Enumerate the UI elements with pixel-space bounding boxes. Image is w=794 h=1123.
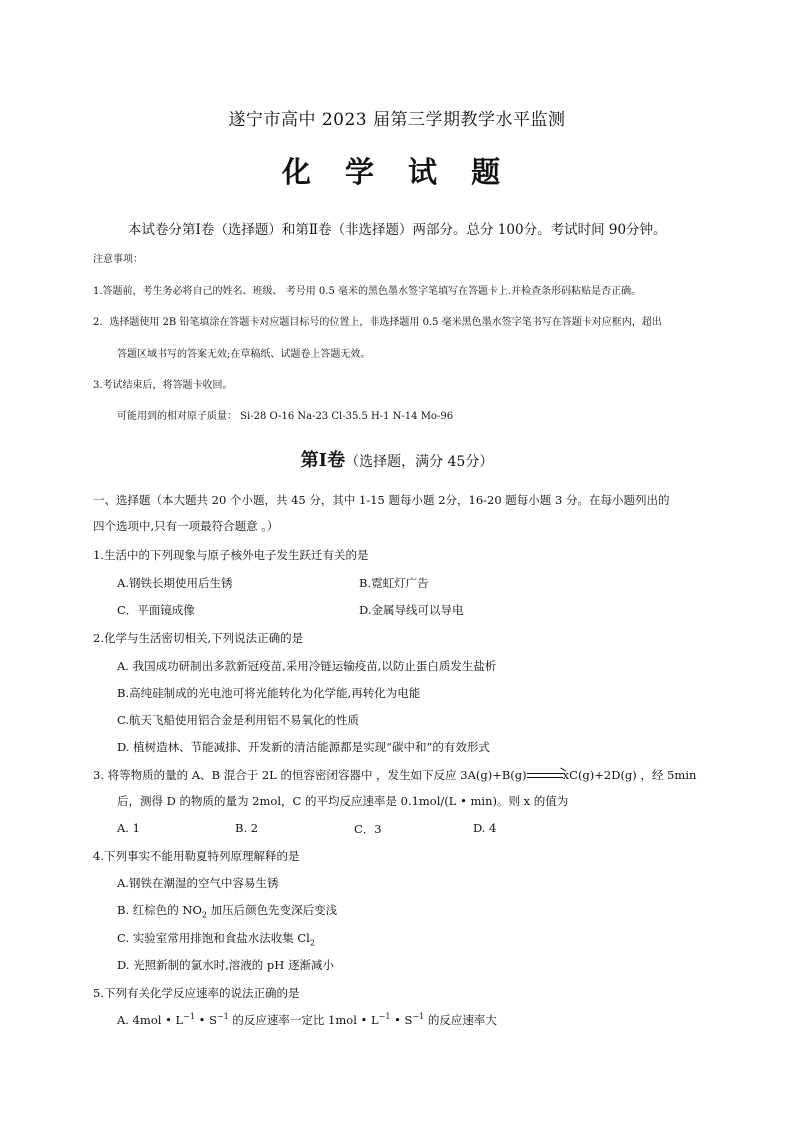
question-2-option-d: D. 植树造林、节能减排、开发新的清洁能源都是实现“碳中和”的有效形式	[117, 740, 490, 754]
question-3-stem-line-2: 后，测得 D 的物质的量为 2mol，C 的平均反应速率是 0.1mol/(L • min)。则 x 的值为	[117, 794, 569, 808]
section-title: 第Ⅰ卷	[300, 450, 346, 471]
question-3-stem	[93, 767, 696, 783]
question-2-option-b: B.高纯硅制成的光电池可将光能转化为化学能,再转化为电能	[117, 686, 421, 700]
question-3-option-a: A. 1	[117, 821, 140, 835]
question-2-option-c: C.航天飞船使用铝合金是利用铝不易氧化的性质	[117, 713, 360, 727]
question-1-option-d: D.金属导线可以导电	[359, 603, 464, 617]
instructions-line-2: 四个选项中,只有一项最符合题意 。）	[93, 519, 279, 533]
section-subtitle: （选择题，满分 45分）	[345, 454, 494, 470]
question-4-option-c-text: C. 实验室常用排饱和食盐水法收集 Cl	[117, 931, 310, 945]
superscript: −1	[378, 1012, 391, 1022]
subscript: 2	[201, 910, 208, 920]
question-1-option-a: A.钢铁长期使用后生锈	[117, 576, 233, 590]
question-2-option-a: A. 我国成功研制出多款新冠疫苗,采用冷链运输疫苗,以防止蛋白质发生盐析	[117, 659, 497, 673]
text-segment: • S	[194, 1013, 217, 1027]
note-item-2-cont: 答题区域书写的答案无效;在草稿纸、试题卷上答题无效。	[117, 349, 371, 360]
question-4-option-b-text: B. 红棕色的 NO	[117, 903, 202, 917]
question-4-option-a: A.钢铁在潮湿的空气中容易生锈	[117, 876, 279, 890]
question-5-stem: 5.下列有关化学反应速率的说法正确的是	[93, 986, 300, 1000]
text-segment: • S	[390, 1013, 413, 1027]
question-1-stem: 1.生活中的下列现象与原子核外电子发生跃迁有关的是	[93, 548, 369, 562]
question-3-stem-part-1: 3. 将等物质的量的 A、B 混合于 2L 的恒容密闭容器中 ，发生如下反应 3A(g)+B(g)	[93, 768, 527, 782]
subscript: 2	[309, 938, 315, 948]
atomic-masses: 可能用到的相对原子质量： Si-28 O-16 Na-23 Cl-35.5 H-1 N-14 Mo-96	[117, 411, 454, 422]
superscript: −1	[412, 1012, 425, 1022]
instructions-line-1: 一、选择题（本大题共 20 个小题，共 45 分，其中 1-15 题每小题 2分，16-20 题每小题 3 分。在每小题列出的	[93, 493, 670, 507]
text-segment: 的反应速率大	[424, 1013, 497, 1027]
question-3-option-c: C．3	[354, 822, 382, 836]
question-3-stem-part-2: xC(g)+2D(g) ，经 5min	[562, 768, 697, 782]
section-heading	[0, 446, 794, 472]
question-1-option-b: B.霓虹灯广告	[359, 576, 429, 590]
note-item-3: 3.考试结束后，将答题卡收回。	[93, 380, 233, 391]
school-title: 遂宁市高中 2023 届第三学期教学水平监测	[228, 110, 566, 130]
intro-text: 本试卷分第Ⅰ卷（选择题）和第Ⅱ卷（非选择题）两部分。总分 100分。考试时间 90分钟。	[128, 222, 667, 238]
question-4-option-b	[117, 902, 337, 919]
question-3-option-b: B. 2	[235, 821, 259, 835]
question-4-option-d: D. 光照新制的氯水时,溶液的 pH 逐渐减小	[117, 958, 334, 972]
note-item-1: 1.答题前，考生务必将自己的姓名、班级、 考号用 0.5 毫米的黑色墨水签字笔填写在答题卡上.并检查条形码粘贴是否正确。	[93, 286, 642, 297]
equilibrium-arrow-icon	[527, 771, 563, 781]
question-4-stem: 4.下列事实不能用勒夏特列原理解释的是	[93, 849, 300, 863]
subject-title: 化 学 试 题	[281, 155, 513, 189]
text-segment: A. 4mol • L	[117, 1013, 184, 1027]
text-segment: 的反应速率一定比 1mol • L	[228, 1013, 379, 1027]
question-3-option-d: D. 4	[473, 821, 497, 835]
question-2-stem: 2.化学与生活密切相关,下列说法正确的是	[93, 631, 304, 645]
notes-heading: 注意事项：	[93, 254, 143, 265]
superscript: −1	[183, 1012, 195, 1022]
question-4-option-c	[117, 930, 315, 947]
question-1-option-c: C．平面镜成像	[117, 603, 195, 617]
question-5-option-a	[117, 1012, 497, 1028]
superscript: −1	[216, 1012, 229, 1022]
note-item-2: 2．选择题使用 2B 铅笔填涂在答题卡对应题目标号的位置上，非选择题用 0.5 毫米黑色墨水签字笔书写在答题卡对应框内，超出	[93, 317, 662, 328]
question-4-option-b-text-end: 加压后颜色先变深后变浅	[207, 903, 338, 917]
